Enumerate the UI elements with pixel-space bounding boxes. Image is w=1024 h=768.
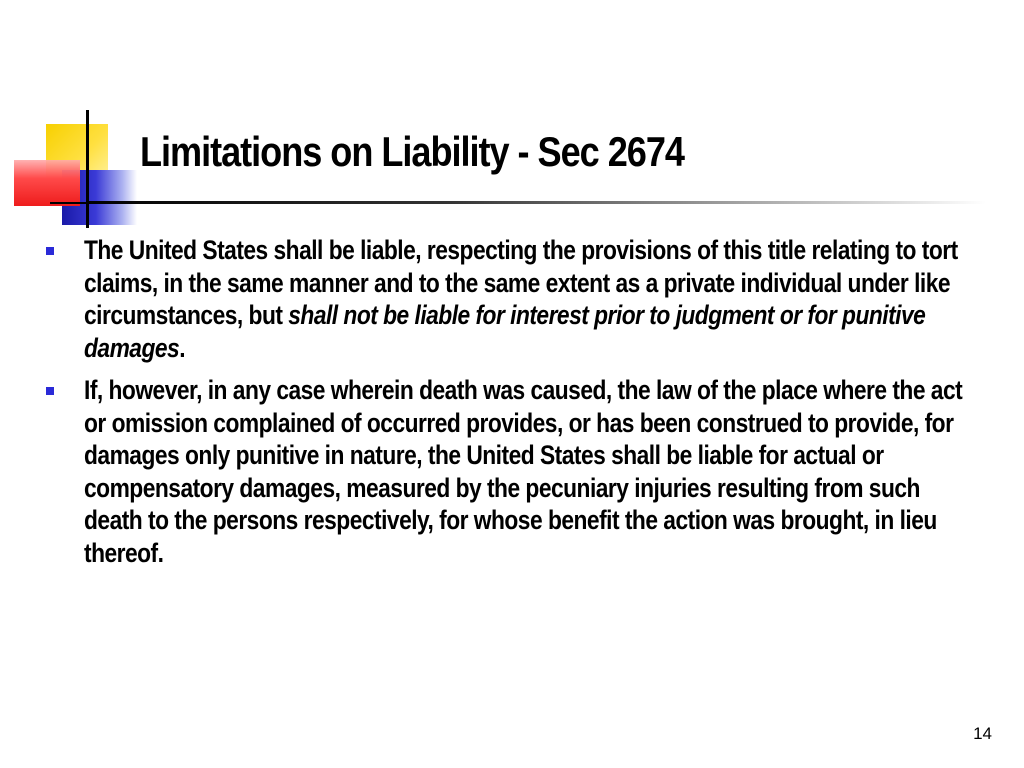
bullet-item — [44, 234, 1004, 364]
bullet-text-italic: shall not be liable for interest prior to judgment or for punitive damages — [84, 300, 926, 363]
bullet-item — [44, 374, 1004, 569]
square-bullet-icon — [46, 247, 54, 255]
red-square-shape — [14, 160, 80, 206]
bullet-text-end: . — [179, 332, 186, 363]
bullet-text — [84, 374, 978, 569]
bullet-text-normal: If, however, in any case wherein death was caused, the law of the place where the act or omission complained of occurred provides, or has been construed to provide, for damages only punitive in nature, the United States shall be liable for actual or compensatory damages, measured by the pecuniary injuries resulting from such death to the persons respectively, for whose benefit the action was brought, in lieu thereof. — [84, 375, 963, 568]
title-underline-rule — [86, 201, 986, 204]
square-bullet-icon — [46, 387, 54, 395]
bullet-text-normal: The United States shall be liable, respecting the provisions of this title relating to tort claims, in the same manner and to the same extent as a private individual under like circumstances, but — [84, 235, 958, 330]
bullet-text — [84, 234, 978, 364]
page-number: 14 — [973, 724, 992, 743]
bullet-list — [44, 234, 1004, 579]
vertical-line-shape — [86, 110, 89, 228]
decorative-squares-logo-icon — [0, 0, 150, 240]
slide-title: Limitations on Liability - Sec 2674 — [140, 128, 684, 175]
